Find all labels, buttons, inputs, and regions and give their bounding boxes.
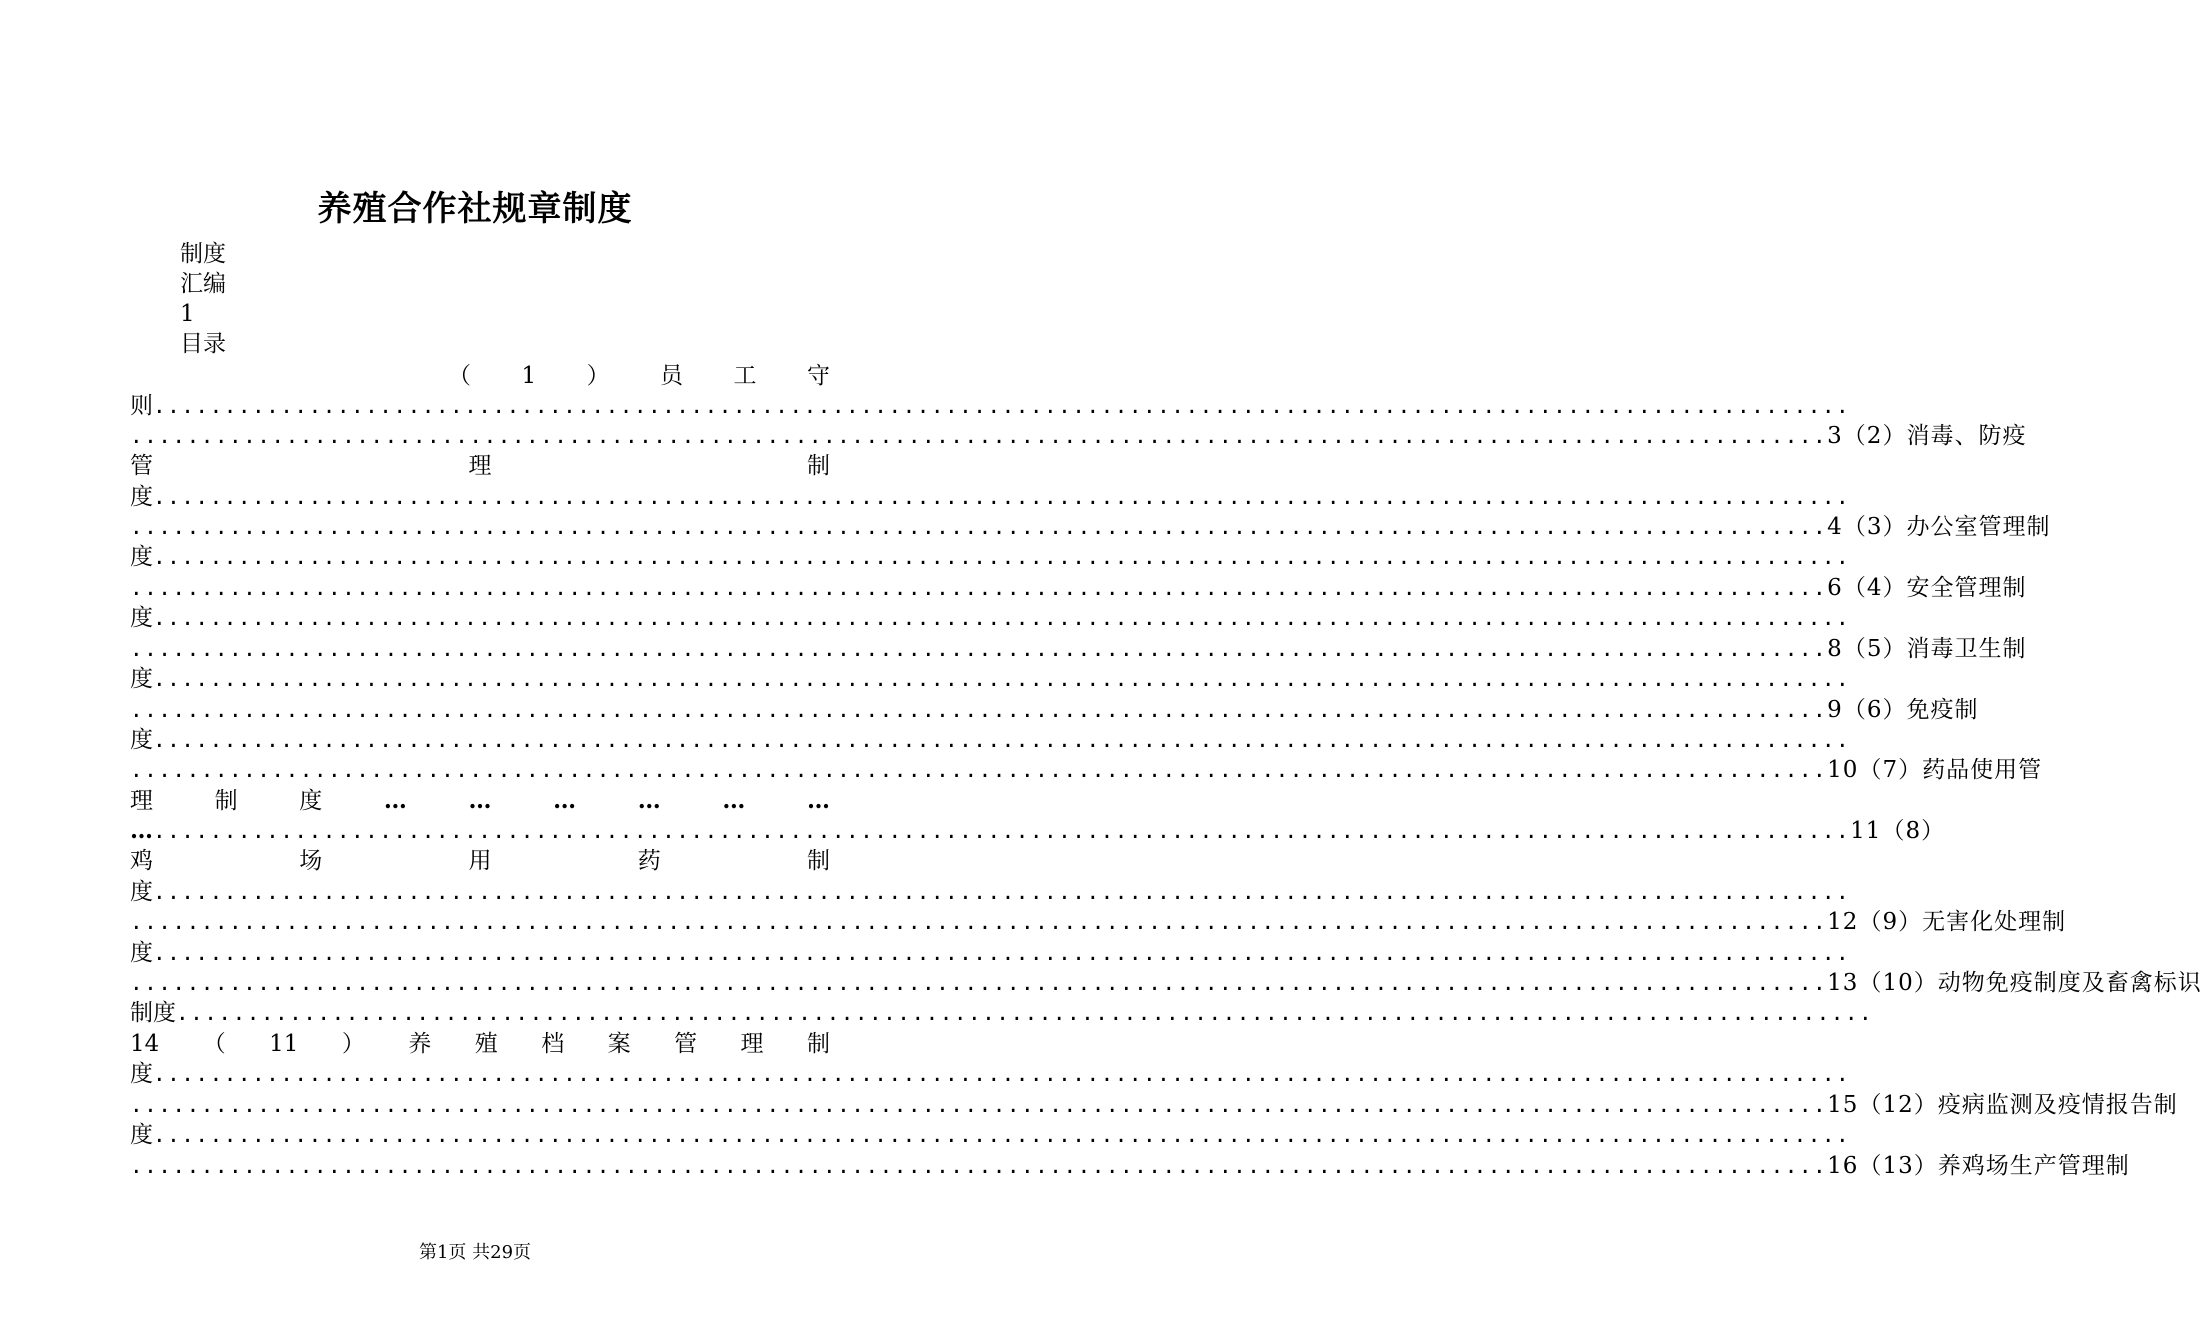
toc-seg: 理 bbox=[130, 788, 153, 814]
toc-seg: 1 bbox=[521, 363, 537, 389]
toc-seg: 消 bbox=[1906, 636, 1931, 662]
toc-seg: 鸡 bbox=[130, 848, 153, 874]
toc-line-17 bbox=[130, 846, 830, 876]
toc-seg: 报 bbox=[2105, 1092, 2130, 1118]
toc-seg: 3 bbox=[1866, 514, 1883, 540]
intro-line-4: 目录 bbox=[180, 331, 226, 357]
toc-seg: 度 bbox=[299, 788, 323, 814]
toc-seg: 9 bbox=[1827, 697, 1843, 723]
toc-seg: 管 bbox=[674, 1031, 698, 1057]
toc-dots: ........................................................................................................................ bbox=[130, 1154, 1828, 1178]
toc-seg: ） bbox=[1882, 636, 1907, 662]
toc-tail: 3（2）消毒、防疫 bbox=[1827, 423, 2027, 449]
toc-seg: 全 bbox=[1930, 575, 1955, 601]
toc-seg: ） bbox=[586, 363, 610, 389]
toc-dots: ........................................................................................................................ bbox=[153, 606, 1851, 630]
toc-seg: 16 bbox=[1827, 1153, 1859, 1179]
toc-seg: ） bbox=[1913, 1153, 1938, 1179]
toc-seg: 室 bbox=[1954, 514, 1979, 540]
toc-head: 制度 bbox=[130, 1000, 176, 1026]
page-footer: 第1页 共29页 bbox=[418, 1242, 532, 1263]
toc-dots: ........................................................................................................................ bbox=[153, 485, 1851, 509]
toc-line-27 bbox=[130, 1151, 2130, 1181]
toc-seg: ） bbox=[1882, 575, 1907, 601]
toc-seg: … bbox=[637, 787, 661, 814]
toc-seg: 毒 bbox=[1930, 636, 1955, 662]
toc-seg: 疫 bbox=[1930, 697, 1955, 723]
toc-seg: 安 bbox=[1906, 575, 1931, 601]
toc-dots: ........................................................................................................................ bbox=[130, 515, 1828, 539]
toc-line-22 bbox=[130, 998, 1874, 1028]
toc-seg: 理 bbox=[1978, 575, 2003, 601]
toc-tail: 10（7）药品使用管 bbox=[1827, 757, 2043, 783]
toc-tail bbox=[1827, 1090, 2178, 1120]
toc-seg: 工 bbox=[733, 363, 757, 389]
toc-seg: （ bbox=[1858, 1092, 1883, 1118]
toc-head: 度 bbox=[130, 940, 153, 966]
toc-head: 度 bbox=[130, 544, 153, 570]
toc-seg: 守 bbox=[806, 363, 830, 389]
toc-tail bbox=[1827, 634, 2026, 664]
toc-line-19 bbox=[130, 907, 2067, 937]
toc-seg: （ bbox=[1842, 697, 1867, 723]
toc-line-12 bbox=[130, 695, 1979, 725]
toc-seg: 生 bbox=[1978, 636, 2003, 662]
toc-tail: 11（8） bbox=[1850, 818, 1946, 844]
document-title: 养殖合作社规章制度 bbox=[317, 189, 633, 229]
toc-line-09 bbox=[130, 603, 1851, 633]
toc-seg: 用 bbox=[468, 848, 492, 874]
toc-seg: ） bbox=[1913, 1092, 1938, 1118]
toc-seg: （ bbox=[202, 1031, 226, 1057]
toc-seg: 养 bbox=[408, 1031, 432, 1057]
toc-dots: ........................................................................................................................ bbox=[130, 424, 1828, 448]
toc-tail bbox=[1827, 573, 2026, 603]
toc-seg: 药 bbox=[637, 848, 661, 874]
toc-seg: ） bbox=[1882, 514, 1907, 540]
toc-line-01 bbox=[448, 361, 830, 391]
toc-seg: ） bbox=[1898, 909, 1923, 935]
toc-dots: ........................................................................................................................ bbox=[153, 667, 1851, 691]
toc-seg: 害 bbox=[1946, 909, 1971, 935]
toc-line-02 bbox=[130, 391, 1851, 421]
toc-tail bbox=[1827, 512, 2050, 542]
toc-seg: 6 bbox=[1827, 575, 1843, 601]
toc-dots: ........................................................................................................................ bbox=[153, 941, 1851, 965]
toc-seg: 生 bbox=[2009, 1153, 2034, 1179]
toc-line-21 bbox=[130, 968, 2202, 998]
toc-seg: 理 bbox=[468, 453, 492, 479]
toc-seg: 养 bbox=[1937, 1153, 1962, 1179]
intro-line-3: 1 bbox=[180, 301, 195, 327]
toc-head: 度 bbox=[130, 1061, 153, 1087]
toc-seg: 理 bbox=[2081, 1153, 2106, 1179]
toc-head: 度 bbox=[130, 484, 153, 510]
toc-seg: 9 bbox=[1882, 909, 1899, 935]
toc-seg: 场 bbox=[1985, 1153, 2010, 1179]
toc-head: 度 bbox=[130, 605, 153, 631]
toc-head: 度 bbox=[130, 727, 153, 753]
toc-seg: （ bbox=[1858, 1153, 1883, 1179]
toc-seg: 12 bbox=[1827, 909, 1859, 935]
toc-dots: ........................................................................................................................ bbox=[130, 910, 1828, 934]
toc-seg: 4 bbox=[1866, 575, 1883, 601]
toc-dots: ........................................................................................................................ bbox=[130, 1093, 1828, 1117]
toc-line-07 bbox=[130, 542, 1851, 572]
toc-dots: ........................................................................................................................ bbox=[153, 880, 1851, 904]
toc-seg: 13 bbox=[1882, 1153, 1914, 1179]
toc-tail bbox=[1827, 695, 1978, 725]
toc-seg: 处 bbox=[1994, 909, 2019, 935]
toc-seg: 免 bbox=[1906, 697, 1931, 723]
toc-line-23 bbox=[130, 1029, 830, 1059]
toc-seg: 无 bbox=[1922, 909, 1947, 935]
toc-dots: ........................................................................................................................ bbox=[176, 1001, 1874, 1025]
toc-seg: 病 bbox=[1961, 1092, 1986, 1118]
toc-seg: 制 bbox=[214, 788, 238, 814]
toc-seg: 告 bbox=[2129, 1092, 2154, 1118]
toc-head: 则 bbox=[130, 393, 153, 419]
toc-seg: 制 bbox=[2002, 575, 2027, 601]
toc-seg: … bbox=[553, 787, 577, 814]
toc-seg: 鸡 bbox=[1961, 1153, 1986, 1179]
toc-line-14 bbox=[130, 755, 2043, 785]
toc-dots: ........................................................................................................................ bbox=[153, 1123, 1851, 1147]
toc-seg: 4 bbox=[1827, 514, 1843, 540]
toc-dots: ........................................................................................................................ bbox=[153, 1062, 1851, 1086]
toc-line-11 bbox=[130, 664, 1851, 694]
toc-tail bbox=[1827, 907, 2066, 937]
toc-seg: ） bbox=[1882, 697, 1907, 723]
toc-seg: 6 bbox=[1866, 697, 1883, 723]
toc-seg: 理 bbox=[740, 1031, 764, 1057]
toc-seg: 员 bbox=[660, 363, 684, 389]
toc-head: 度 bbox=[130, 1122, 153, 1148]
toc-seg: … bbox=[722, 787, 746, 814]
toc-dots: ........................................................................................................................ bbox=[130, 758, 1828, 782]
toc-head: … bbox=[130, 817, 153, 844]
toc-line-18 bbox=[130, 877, 1851, 907]
toc-seg: 8 bbox=[1827, 636, 1843, 662]
toc-line-26 bbox=[130, 1120, 1851, 1150]
toc-seg: 管 bbox=[1954, 575, 1979, 601]
toc-seg: ） bbox=[341, 1031, 365, 1057]
toc-seg: 案 bbox=[607, 1031, 631, 1057]
toc-seg: 理 bbox=[2018, 909, 2043, 935]
toc-dots: ........................................................................................................................ bbox=[153, 819, 1851, 843]
toc-line-05 bbox=[130, 482, 1851, 512]
intro-line-2: 汇编 bbox=[180, 271, 226, 297]
toc-seg: 场 bbox=[299, 848, 323, 874]
toc-seg: 5 bbox=[1866, 636, 1883, 662]
toc-seg: 监 bbox=[1985, 1092, 2010, 1118]
toc-head: 度 bbox=[130, 666, 153, 692]
toc-seg: （ bbox=[448, 363, 471, 389]
toc-seg: 化 bbox=[1970, 909, 1995, 935]
toc-dots: ........................................................................................................................ bbox=[153, 394, 1851, 418]
toc-seg: 制 bbox=[2105, 1153, 2130, 1179]
toc-seg: 管 bbox=[1978, 514, 2003, 540]
toc-seg: 14 bbox=[130, 1031, 160, 1057]
toc-seg: （ bbox=[1842, 514, 1867, 540]
toc-seg: 制 bbox=[1954, 697, 1979, 723]
toc-line-15 bbox=[130, 786, 830, 816]
intro-line-1: 制度 bbox=[180, 241, 226, 267]
toc-seg: 疫 bbox=[2057, 1092, 2082, 1118]
toc-line-08 bbox=[130, 573, 2027, 603]
toc-seg: 情 bbox=[2081, 1092, 2106, 1118]
toc-line-20 bbox=[130, 938, 1851, 968]
toc-line-03 bbox=[130, 421, 2027, 451]
toc-seg: 12 bbox=[1882, 1092, 1914, 1118]
toc-seg: 制 bbox=[2042, 909, 2067, 935]
toc-line-04 bbox=[130, 451, 830, 481]
toc-seg: … bbox=[383, 787, 407, 814]
toc-line-13 bbox=[130, 725, 1851, 755]
toc-seg: 办 bbox=[1906, 514, 1931, 540]
toc-seg: 测 bbox=[2009, 1092, 2034, 1118]
toc-dots: ........................................................................................................................ bbox=[130, 576, 1828, 600]
toc-line-10 bbox=[130, 634, 2027, 664]
toc-seg: 制 bbox=[807, 453, 830, 479]
toc-line-24 bbox=[130, 1059, 1851, 1089]
toc-dots: ........................................................................................................................ bbox=[153, 728, 1851, 752]
toc-seg: 殖 bbox=[474, 1031, 498, 1057]
toc-seg: 管 bbox=[2057, 1153, 2082, 1179]
toc-seg: … bbox=[807, 787, 830, 814]
toc-seg: 制 bbox=[2002, 636, 2027, 662]
toc-seg: 11 bbox=[269, 1031, 299, 1057]
toc-seg: 档 bbox=[541, 1031, 565, 1057]
toc-seg: 制 bbox=[2153, 1092, 2178, 1118]
toc-tail bbox=[1827, 1151, 2130, 1181]
toc-line-25 bbox=[130, 1090, 2178, 1120]
toc-seg: … bbox=[468, 787, 492, 814]
toc-seg: 公 bbox=[1930, 514, 1955, 540]
toc-seg: 15 bbox=[1827, 1092, 1859, 1118]
toc-dots: ........................................................................................................................ bbox=[130, 971, 1828, 995]
toc-dots: ........................................................................................................................ bbox=[130, 698, 1828, 722]
toc-seg: 管 bbox=[130, 453, 153, 479]
toc-line-06 bbox=[130, 512, 2051, 542]
toc-seg: 制 bbox=[2026, 514, 2051, 540]
toc-seg: 卫 bbox=[1954, 636, 1979, 662]
toc-seg: 疫 bbox=[1937, 1092, 1962, 1118]
toc-seg: 理 bbox=[2002, 514, 2027, 540]
toc-head: 度 bbox=[130, 879, 153, 905]
toc-dots: ........................................................................................................................ bbox=[130, 637, 1828, 661]
toc-tail: 13（10）动物免疫制度及畜禽标识 bbox=[1827, 970, 2202, 996]
toc-line-16 bbox=[130, 816, 1946, 846]
toc-seg: （ bbox=[1842, 575, 1867, 601]
toc-seg: 及 bbox=[2033, 1092, 2058, 1118]
toc-dots: ........................................................................................................................ bbox=[153, 545, 1851, 569]
toc-seg: 制 bbox=[807, 848, 830, 874]
toc-seg: （ bbox=[1858, 909, 1883, 935]
toc-seg: 制 bbox=[806, 1031, 830, 1057]
toc-seg: 产 bbox=[2033, 1153, 2058, 1179]
toc-seg: （ bbox=[1842, 636, 1867, 662]
